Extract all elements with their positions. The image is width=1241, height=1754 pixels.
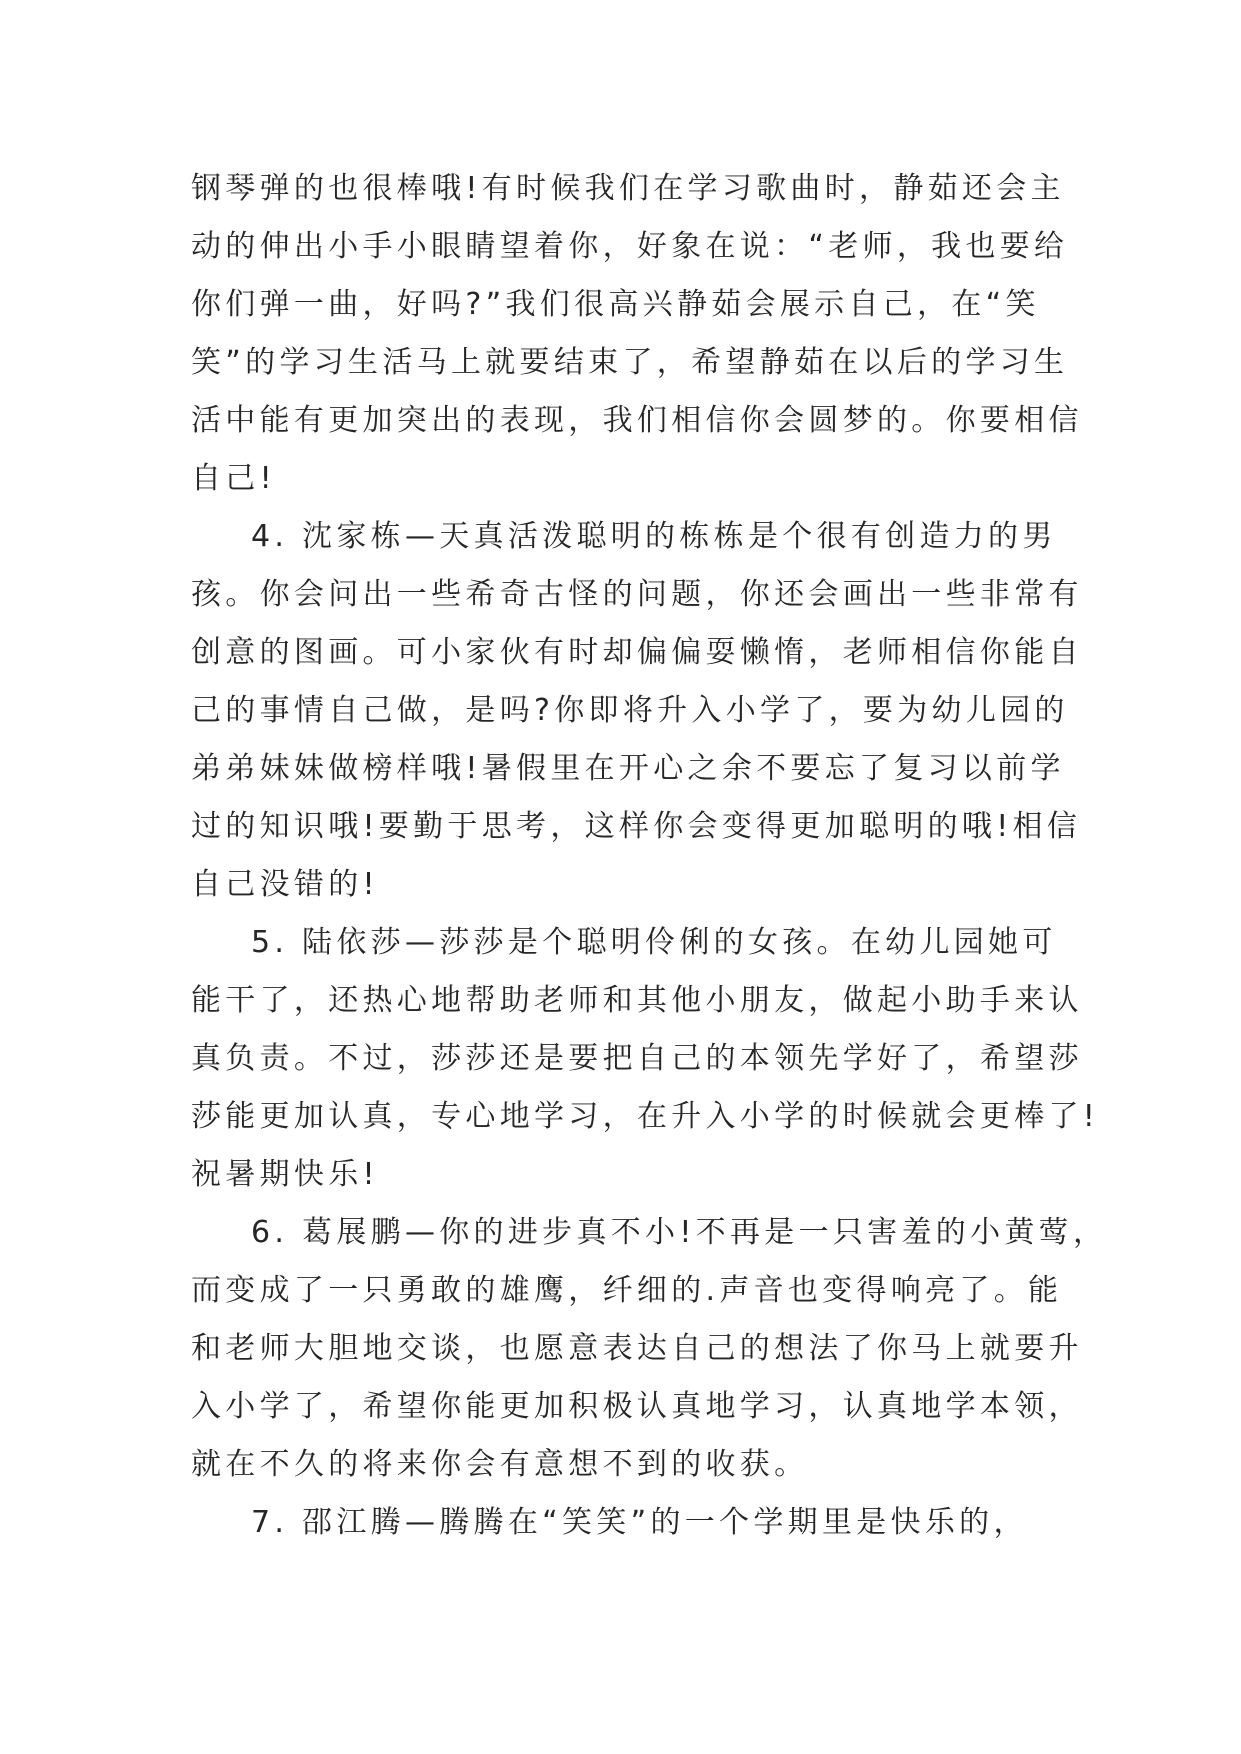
text-line: 弟弟妹妹做榜样哦!暑假里在开心之余不要忘了复习以前学 [191, 751, 1065, 786]
text-line: 创意的图画。可小家伙有时却偏偏耍懒惰，老师相信你能自 [191, 635, 1083, 670]
text-line: 真负责。不过，莎莎还是要把自己的本领先学好了，希望莎 [191, 1041, 1083, 1076]
text-line: 就在不久的将来你会有意想不到的收获。 [191, 1447, 809, 1482]
text-line: 笑”的学习生活马上就要结束了，希望静茹在以后的学习生 [191, 345, 1069, 380]
text-line: 5. 陆依莎—莎莎是个聪明伶俐的女孩。在幼儿园她可 [251, 925, 1057, 960]
text-line: 能干了，还热心地帮助老师和其他小朋友，做起小助手来认 [191, 983, 1083, 1018]
text-line: 孩。你会问出一些希奇古怪的问题，你还会画出一些非常有 [191, 577, 1083, 612]
text-line: 入小学了，希望你能更加积极认真地学习，认真地学本领， [191, 1389, 1083, 1424]
text-line: 钢琴弹的也很棒哦!有时候我们在学习歌曲时，静茹还会主 [191, 171, 1065, 206]
document-body [191, 160, 1108, 1552]
text-line: 动的伸出小手小眼睛望着你，好象在说：“老师，我也要给 [191, 229, 1069, 264]
text-line: 而变成了一只勇敢的雄鹰，纤细的.声音也变得响亮了。能 [191, 1273, 1063, 1308]
text-line: 祝暑期快乐! [191, 1157, 379, 1192]
text-line: 活中能有更加突出的表现，我们相信你会圆梦的。你要相信 [191, 403, 1083, 438]
text-line: 自己没错的! [191, 867, 379, 902]
text-line: 莎能更加认真，专心地学习，在升入小学的时候就会更棒了! [191, 1099, 1100, 1134]
text-line: 过的知识哦!要勤于思考，这样你会变得更加聪明的哦!相信 [191, 809, 1082, 844]
text-line: 6. 葛展鹏—你的进步真不小!不再是一只害羞的小黄莺， [251, 1215, 1108, 1250]
text-line: 己的事情自己做，是吗?你即将升入小学了，要为幼儿园的 [191, 693, 1069, 728]
text-line: 你们弹一曲，好吗?”我们很高兴静茹会展示自己，在“笑 [191, 287, 1040, 322]
text-line: 自己! [191, 461, 276, 496]
text-line: 4. 沈家栋—天真活泼聪明的栋栋是个很有创造力的男 [251, 519, 1057, 554]
text-line: 7. 邵江腾—腾腾在“笑笑”的一个学期里是快乐的， [251, 1505, 1028, 1540]
text-line: 和老师大胆地交谈，也愿意表达自己的想法了你马上就要升 [191, 1331, 1083, 1366]
